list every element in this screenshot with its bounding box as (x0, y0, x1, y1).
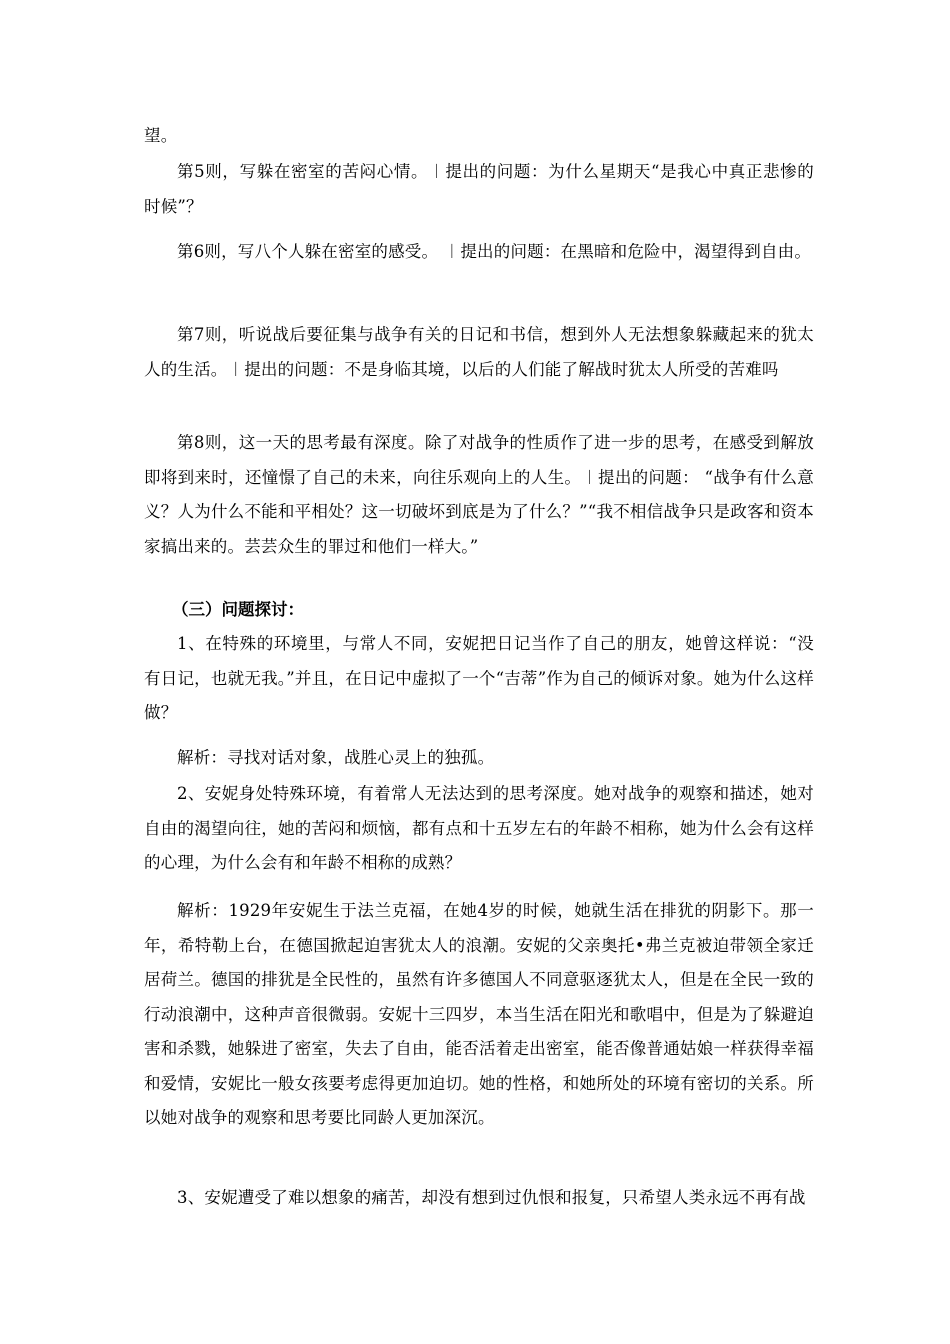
paragraph-continuation: 望。 (144, 126, 178, 145)
question-3: 3、安妮遭受了难以想象的痛苦，却没有想到过仇恨和报复，只希望人类永远不再有战 (177, 1188, 806, 1207)
paragraph-entry-7: 第7则，听说战后要征集与战争有关的日记和书信，想到外人无法想象躲藏起来的犹太人的生活。︱提出的问题：不是身临其境，以后的人们能了解战时犹太人所受的苦难吗 (144, 325, 814, 379)
paragraph-entry-8: 第8则，这一天的思考最有深度。除了对战争的性质作了进一步的思考，在感受到解放即将到来时，还憧憬了自己的未来，向往乐观向上的人生。︱提出的问题： “战争有什么意义？人为什么不能和平相处？这一切破坏到底是为了什么？”“我不相信战争只是政客和资本家搞出来的。芸芸众生的罪过和他们一样大。” (144, 433, 814, 556)
paragraph-entry-6: 第6则，写八个人躲在密室的感受。 ︱提出的问题：在黑暗和危险中，渴望得到自由。 (177, 242, 812, 261)
paragraph-entry-5: 第5则，写躲在密室的苦闷心情。︱提出的问题：为什么星期天“是我心中真正悲惨的时候”？ (144, 162, 814, 216)
section-heading: （三）问题探讨： (172, 600, 304, 619)
answer-1: 解析：寻找对话对象，战胜心灵上的独孤。 (177, 748, 495, 767)
answer-2: 解析：1929年安妮生于法兰克福，在她4岁的时候，她就生活在排犹的阴影下。那一年，希特勒上台，在德国掀起迫害犹太人的浪潮。安妮的父亲奥托•弗兰克被迫带领全家迁居荷兰。德国的排犹是全民性的，虽然有许多德国人不同意驱逐犹太人，但是在全民一致的行动浪潮中，这种声音很微弱。安妮十三四岁，本当生活在阳光和歌唱中，但是为了躲避迫害和杀戮，她躲进了密室，失去了自由，能否活着走出密室，能否像普通姑娘一样获得幸福和爱情，安妮比一般女孩要考虑得更加迫切。她的性格，和她所处的环境有密切的关系。所以她对战争的观察和思考要比同龄人更加深沉。 (144, 901, 814, 1127)
question-1: 1、在特殊的环境里，与常人不同，安妮把日记当作了自己的朋友，她曾这样说：“没有日记，也就无我。”并且，在日记中虚拟了一个“吉蒂”作为自己的倾诉对象。她为什么这样做？ (144, 634, 814, 722)
question-2: 2、安妮身处特殊环境，有着常人无法达到的思考深度。她对战争的观察和描述，她对自由的渴望向往，她的苦闷和烦恼，都有点和十五岁左右的年龄不相称，她为什么会有这样的心理，为什么会有和年龄不相称的成熟？ (144, 784, 814, 872)
